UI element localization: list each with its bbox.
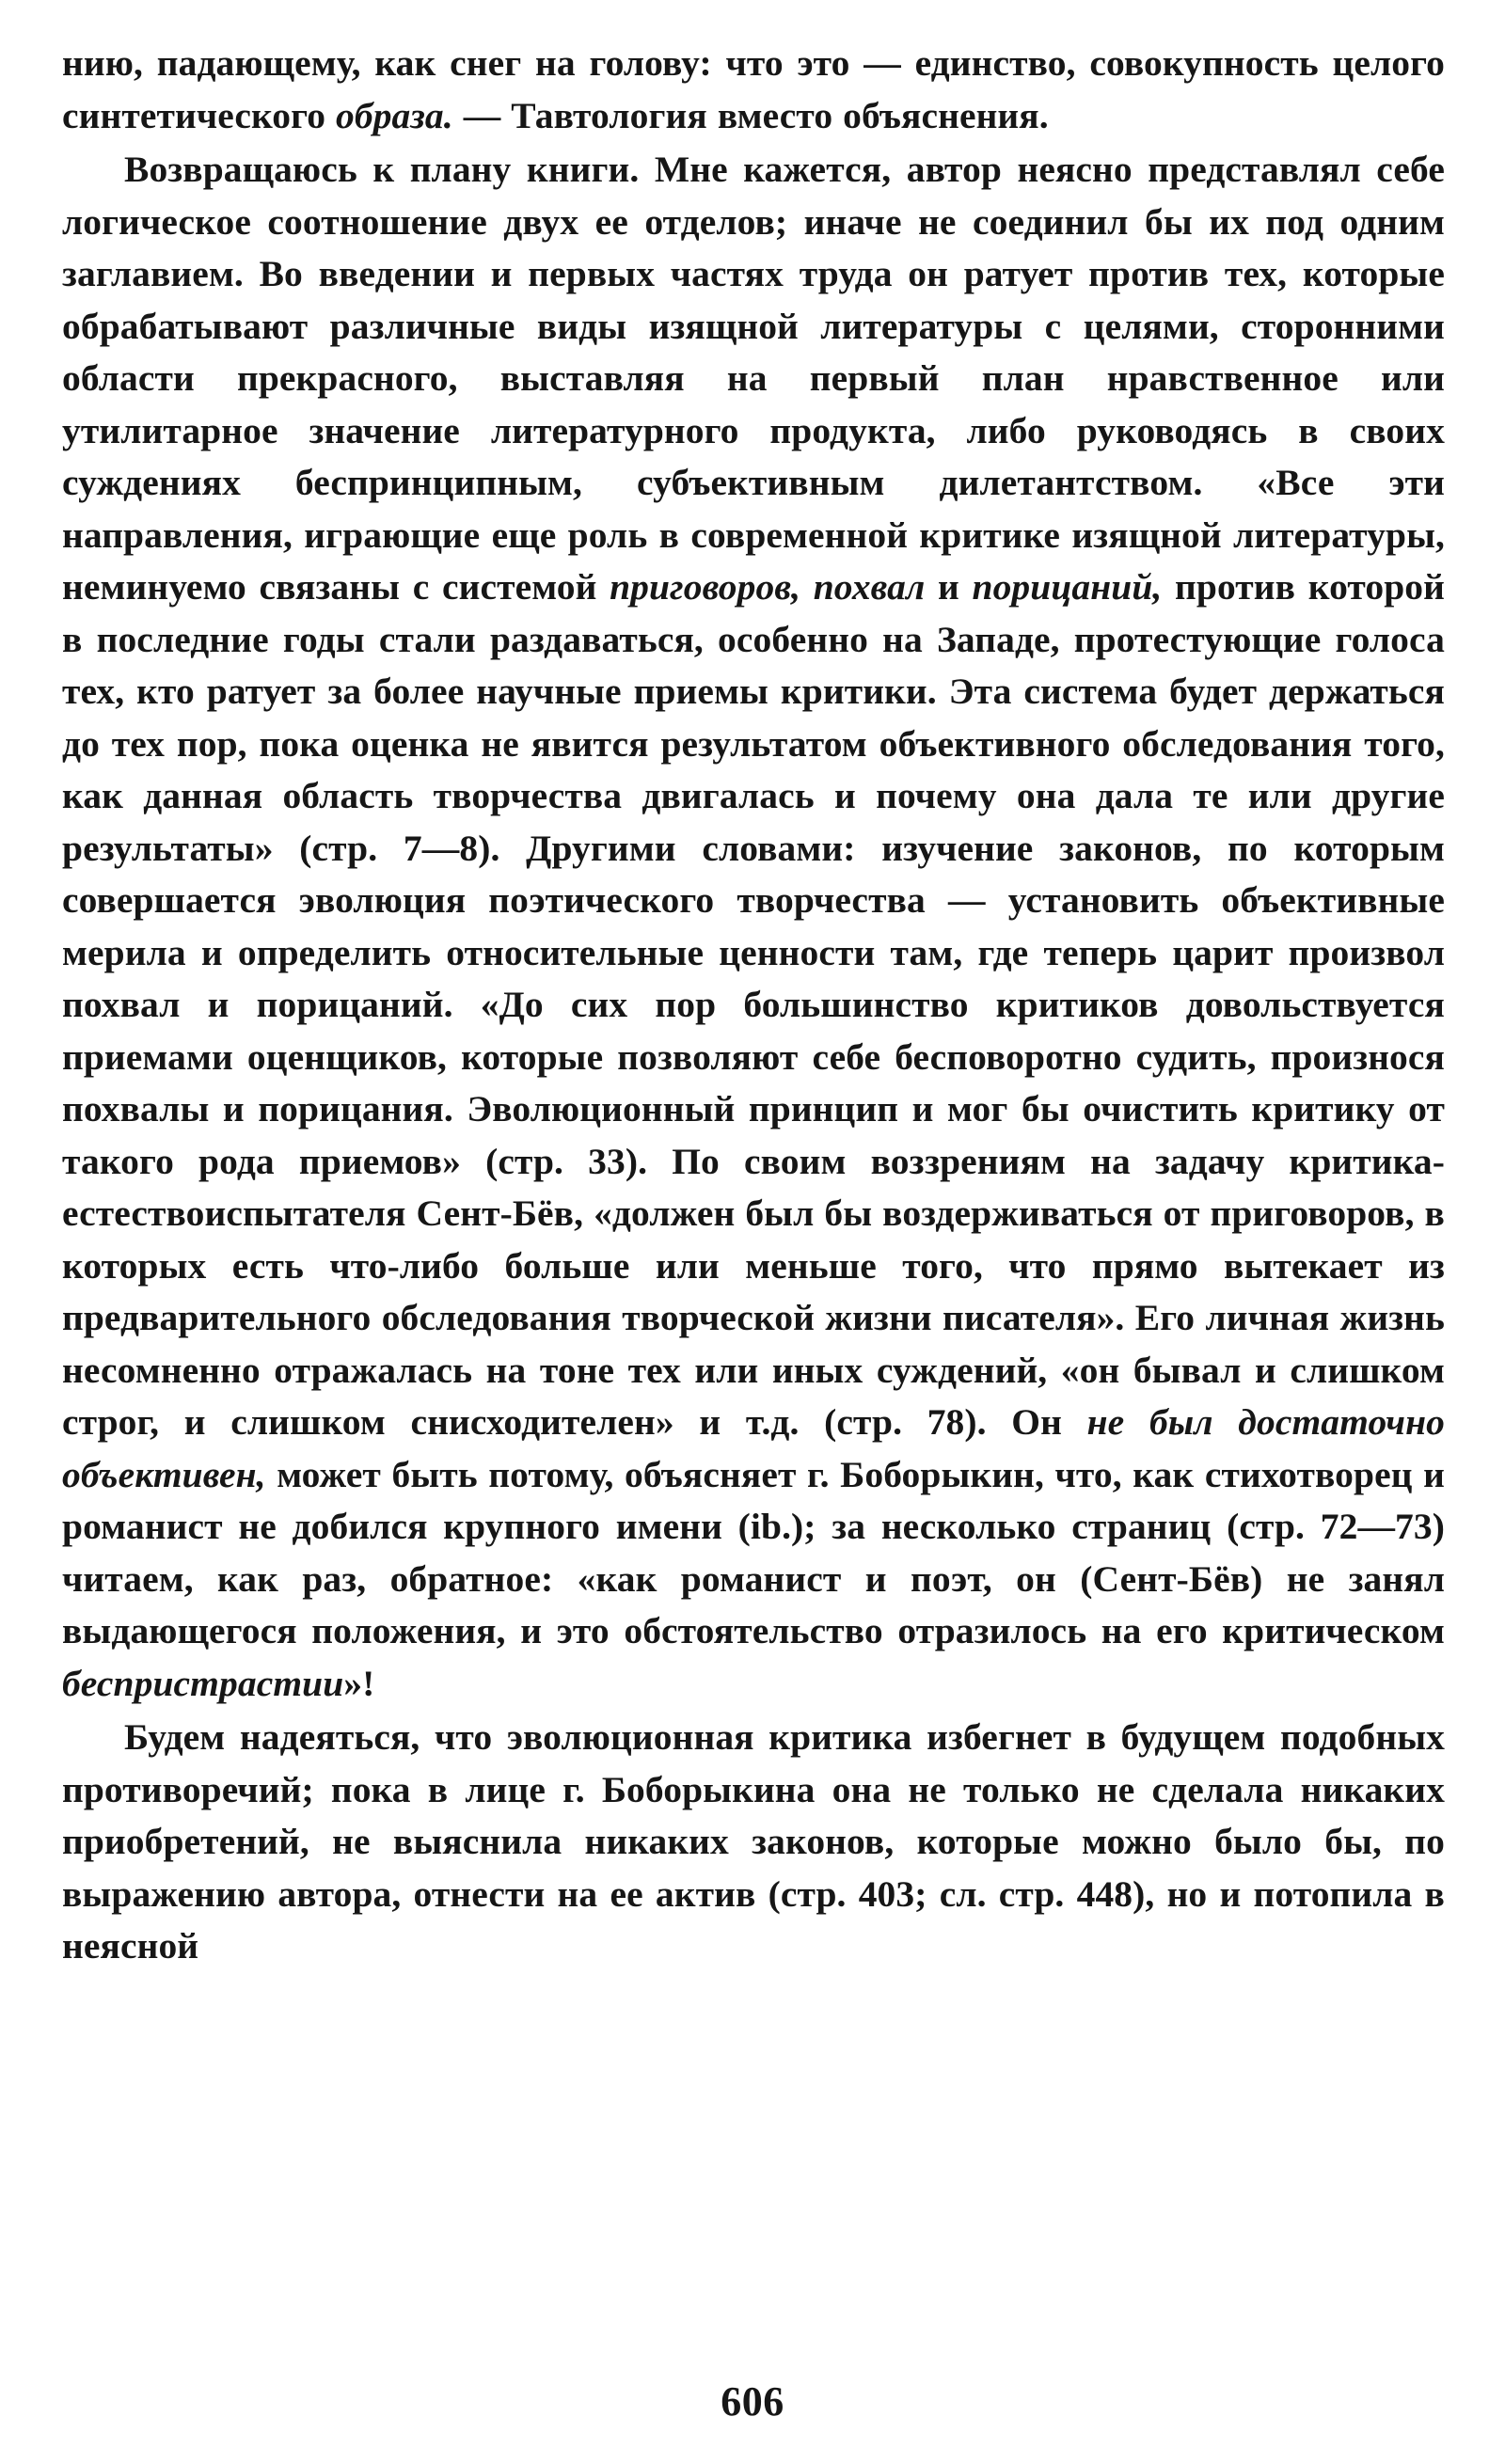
text-segment: может быть потому, объясняет г. Боборыкин, что, как стихотворец и романист не добился крупного имени (ib.); за несколько страниц (стр. 72—73) читаем, как раз, обратное: «как романист и поэт, он (Сент-Бёв) не занял выдающегося положения, и это обстоятельство отразилось на его критическом [62, 1453, 1445, 1651]
paragraph-continuation [62, 38, 1445, 142]
text-segment: и [925, 566, 973, 608]
italic-term-obraza: образа. [336, 94, 453, 136]
italic-term-bespristrastii: беспристрастии [62, 1662, 344, 1704]
paragraph-evolutionary-criticism [62, 1712, 1445, 1973]
italic-term-prigovorov-pokhval: приговоров, похвал [610, 566, 926, 608]
text-segment: »! [343, 1662, 375, 1704]
page-number: 606 [721, 2378, 784, 2425]
page-body [62, 38, 1445, 2370]
text-segment: Возвращаюсь к плану книги. Мне кажется, автор неясно представлял себе логическое соотношение двух ее отделов; иначе не соединил бы их под одним заглавием. Во введении и первых частях труда он ратует против тех, которые обрабатывают различные виды изящной литературы с целями, сторонними области прекрасного, выставляя на первый план нравственное или утилитарное значение литературного продукта, либо руководясь в своих суждениях беспринципным, субъективным дилетантством. «Все эти направления, играющие еще роль в современной критике изящной литературы, неминуемо связаны с системой [62, 149, 1445, 608]
text-segment: — Тавтология вместо объяснения. [452, 94, 1049, 136]
text-segment: против которой в последние годы стали раздаваться, особенно на Западе, протестующие голоса тех, кто ратует за более научные приемы критики. Эта система будет держаться до тех пор, пока оценка не явится результатом объективного обследования того, как данная область творчества двигалась и почему она дала те или другие результаты» (стр. 7—8). Другими словами: изучение законов, по которым совершается эволюция поэтического творчества — установить объективные мерила и определить относительные ценности там, где теперь царит произвол похвал и порицаний. «До сих пор большинство критиков довольствуется приемами оценщиков, которые позволяют себе бесповоротно судить, произнося похвалы и порицания. Эволюционный принцип и мог бы очистить критику от такого рода приемов» (стр. 33). По своим воззрениям на задачу критика-естествоиспытателя Сент-Бёв, «должен был бы воздерживаться от приговоров, в которых есть что-либо больше или меньше того, что прямо вытекает из предварительного обследования творческой жизни писателя». Его личная жизнь несомненно отражалась на тоне тех или иных суждений, «он бывал и слишком строг, и слишком снисходителен» и т.д. (стр. 78). Он [62, 566, 1446, 1443]
text-segment: Будем надеяться, что эволюционная критика избегнет в будущем подобных противоречий; пока в лице г. Боборыкина она не только не сделала никаких приобретений, не выяснила никаких законов, которые можно было бы, по выражению автора, отнести на ее актив (стр. 403; сл. стр. 448), но и потопила в неясной [62, 1716, 1445, 1966]
paragraph-book-plan [62, 144, 1445, 1710]
italic-phrase-ne-byl-obektiven: не был достаточно объективен, [62, 1401, 1445, 1495]
italic-term-poritsaniy: порицаний, [972, 566, 1163, 608]
text-segment: нию, падающему, как снег на голову: что это — единство, совокупность целого синтетического [62, 42, 1445, 136]
